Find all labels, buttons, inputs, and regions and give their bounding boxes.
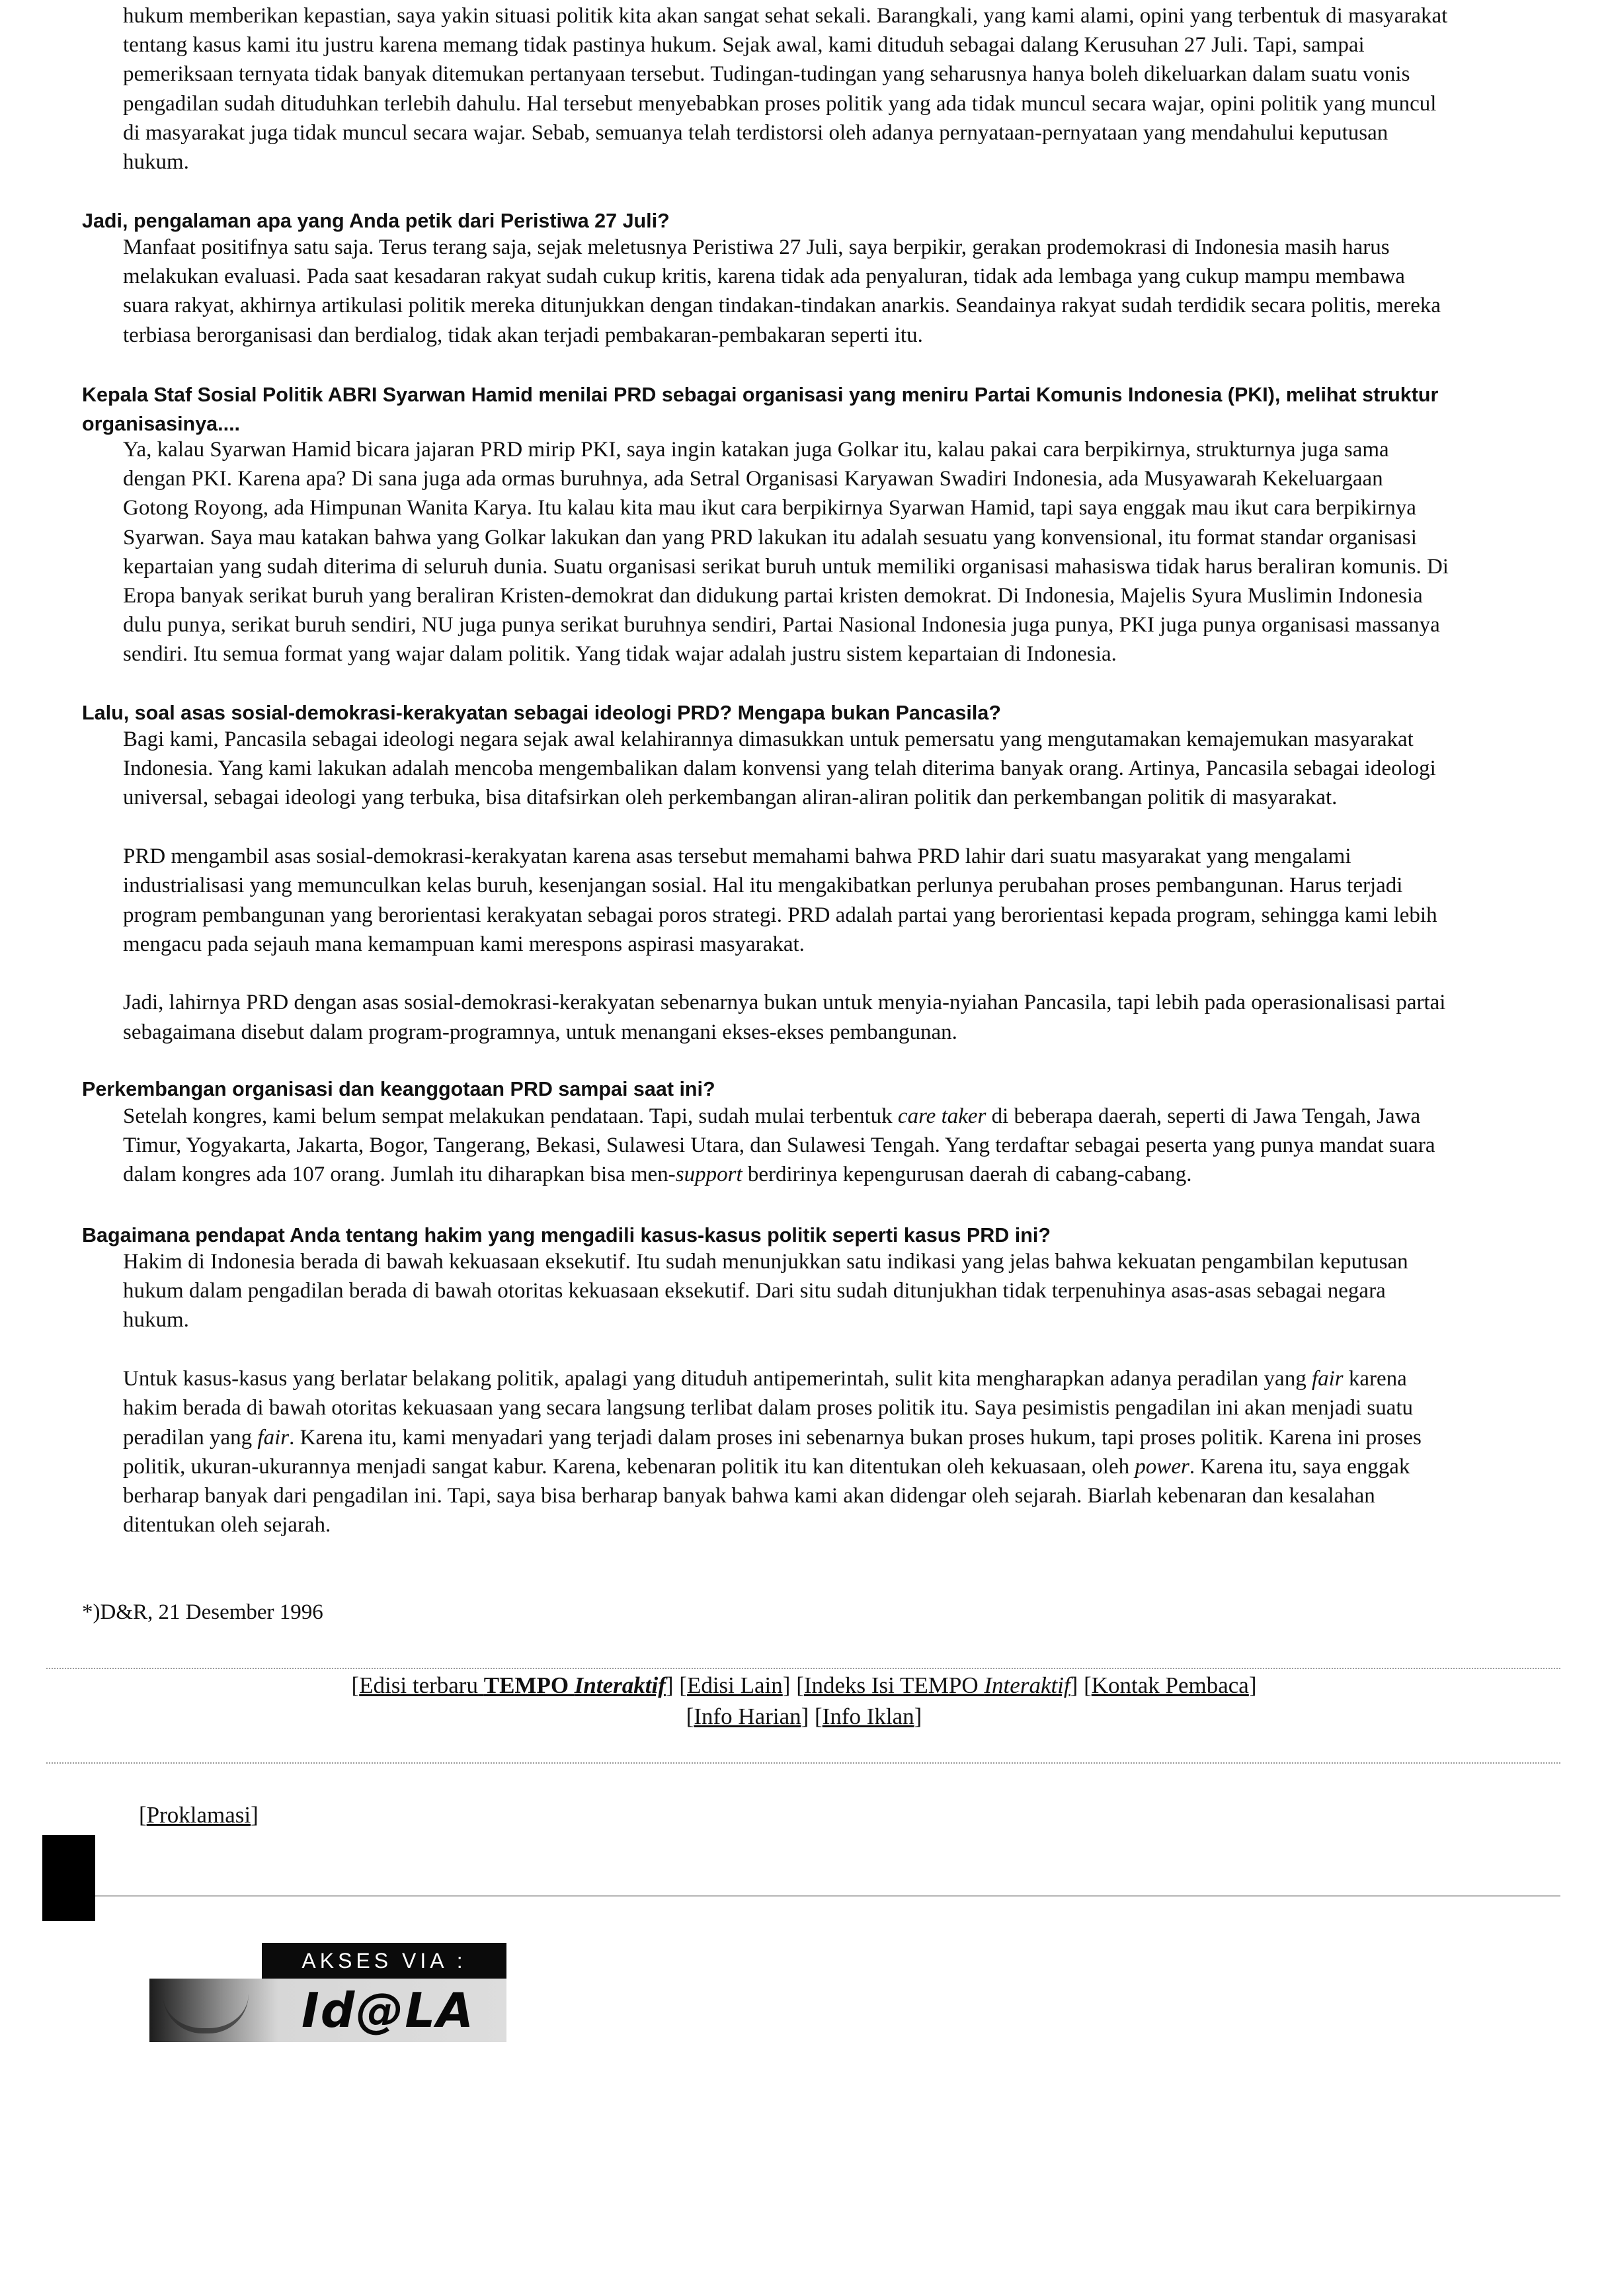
interview-answer-paragraph: Manfaat positifnya satu saja. Terus terang saja, sejak meletusnya Peristiwa 27 Juli, saya berpikir, gerakan prodemokrasi di Indonesia masih harus melakukan evaluasi. Pada saat kesadaran rakyat sudah cukup kritis, karena tidak ada penyaluran, tidak ada lembaga yang cukup mampu membawa suara rakyat, akhirnya artikulasi politik mereka ditunjukkan dengan tindakan-tindakan anarkis. Seandainya rakyat sudah terdidik secara politis, mereka terbiasa berorganisasi dan berdialog, tidak akan terjadi pembakaran-pembakaran seperti itu.: [123, 235, 1441, 347]
footer-nav-row-2: [0, 1702, 1608, 1732]
footer-nav-link[interactable]: [Kontak Pembaca]: [1084, 1672, 1257, 1698]
proklamasi-link[interactable]: [Proklamasi]: [139, 1802, 259, 1828]
interview-question: Lalu, soal asas sosial-demokrasi-kerakyatan sebagai ideologi PRD? Mengapa bukan Pancasila?: [82, 702, 1001, 724]
interview-answer-paragraph: PRD mengambil asas sosial-demokrasi-kerakyatan karena asas tersebut memahami bahwa PRD lahir dari suatu masyarakat yang mengalami industrialisasi yang memunculkan kelas buruh, kesenjangan sosial. Hal itu mengakibatkan perlunya perubahan proses pembangunan. Harus terjadi program pembangunan yang berorientasi kerakyatan sebagai poros strategi. PRD adalah partai yang berorientasi kepada program, sehingga kami lebih mengacu pada sejauh mana kemampuan kami merespons aspirasi masyarakat.: [123, 844, 1437, 956]
interview-answer-paragraph: Ya, kalau Syarwan Hamid bicara jajaran PRD mirip PKI, saya ingin katakan juga Golkar itu, kalau pakai cara berpikirnya, strukturnya juga sama dengan PKI. Karena apa? Di sana juga ada ormas buruhnya, ada Setral Organisasi Karyawan Swadiri Indonesia, ada Musyawarah Kekeluargaan Gotong Royong, ada Himpunan Wanita Karya. Itu kalau kita mau ikut cara berpikirnya Syarwan Hamid, tapi saya enggak mau ikut cara berpikirnya Syarwan. Saya mau katakan bahwa yang Golkar lakukan dan yang PRD lakukan itu adalah sesuatu yang konvensional, itu format standar organisasi kepartaian yang sudah diterima di seluruh dunia. Suatu organisasi serikat buruh untuk memiliki organisasi mahasiswa tidak harus beraliran komunis. Di Eropa banyak serikat buruh yang beraliran Kristen-demokrat dan didukung partai kristen demokrat. Di Indonesia, Majelis Syura Muslimin Indonesia dulu punya, serikat buruh sendiri, NU juga punya serikat buruhnya sendiri, Partai Nasional Indonesia juga punya, PKI juga punya organisasi massanya sendiri. Itu semua format yang wajar dalam politik. Yang tidak wajar adalah justru sistem kepartaian di Indonesia.: [123, 438, 1449, 667]
footer-nav-row-1: [0, 1670, 1608, 1701]
divider-rule: [46, 1762, 1560, 1764]
footer-nav-link[interactable]: [Info Harian]: [686, 1703, 809, 1729]
interview-answer-paragraph: Setelah kongres, kami belum sempat melakukan pendataan. Tapi, sudah mulai terbentuk care taker di beberapa daerah, seperti di Jawa Tengah, Jawa Timur, Yogyakarta, Jakarta, Bogor, Tangerang, Bekasi, Sulawesi Utara, dan Sulawesi Tengah. Yang terdaftar sebagai peserta yang punya mandat suara dalam kongres ada 107 orang. Jumlah itu diharapkan bisa men-support berdirinya kepengurusan daerah di cabang-cabang.: [123, 1104, 1435, 1187]
footer-nav-link[interactable]: [Edisi Lain]: [679, 1672, 791, 1698]
proklamasi-label: Proklamasi: [146, 1802, 251, 1828]
interview-answer-paragraph: Hakim di Indonesia berada di bawah kekuasaan eksekutif. Itu sudah menunjukkan satu indikasi yang jelas bahwa kekuatan pengambilan keputusan hukum dalam pengadilan berada di bawah otoritas kekuasaan eksekutif. Dari situ sudah ditunjukhan tidak terpenuhinya asas-asas sebagai negara hukum.: [123, 1250, 1408, 1332]
black-bar-marker: [42, 1835, 95, 1921]
footer-nav-link[interactable]: [Edisi terbaru TEMPO Interaktif]: [351, 1672, 674, 1698]
badge-logo-strip: [149, 1979, 506, 2042]
badge-top-label: AKSES VIA :: [262, 1943, 506, 1979]
interview-question: Perkembangan organisasi dan keanggotaan PRD sampai saat ini?: [82, 1078, 715, 1100]
interview-question: Kepala Staf Sosial Politik ABRI Syarwan Hamid menilai PRD sebagai organisasi yang meniru Partai Komunis Indonesia (PKI), melihat struktur organisasinya....: [82, 384, 1439, 435]
divider-rule: [46, 1668, 1560, 1669]
interview-answer-paragraph: hukum memberikan kepastian, saya yakin situasi politik kita akan sangat sehat sekali. Barangkali, yang kami alami, opini yang terbentuk di masyarakat tentang kasus kami itu justru karena memang tidak pastinya hukum. Sejak awal, kami dituduh sebagai dalang Kerusuhan 27 Juli. Tapi, sampai pemeriksaan ternyata tidak banyak ditemukan pertanyaan tersebut. Tudingan-tudingan yang seharusnya hanya boleh dikeluarkan dalam suatu vonis pengadilan sudah dituduhkan terlebih dahulu. Hal tersebut menyebabkan proses politik yang ada tidak muncul secara wajar, opini politik yang muncul di masyarakat juga tidak muncul secara wajar. Sebab, semuanya telah terdistorsi oleh adanya pernyataan-pernyataan yang mendahului keputusan hukum.: [123, 4, 1448, 175]
footer-nav-link[interactable]: [Info Iklan]: [815, 1703, 922, 1729]
interview-question: Bagaimana pendapat Anda tentang hakim yang mengadili kasus-kasus politik seperti kasus PRD ini?: [82, 1224, 1051, 1247]
swoosh-icon: [163, 1992, 249, 2033]
idola-logo: Id@LA: [302, 1983, 475, 2038]
interview-answer-paragraph: Jadi, lahirnya PRD dengan asas sosial-demokrasi-kerakyatan sebenarnya bukan untuk menyia-nyiahan Pancasila, tapi lebih pada operasionalisasi partai sebagaimana disebut dalam program-programnya, untuk menangani ekses-ekses pembangunan.: [123, 991, 1446, 1044]
interview-answer-paragraph: Untuk kasus-kasus yang berlatar belakang politik, apalagi yang dituduh antipemerintah, sulit kita mengharapkan adanya peradilan yang fair karena hakim berada di bawah otoritas kekuasaan yang secara langsung terlibat dalam proses politik itu. Saya pesimistis pengadilan ini akan menjadi suatu peradilan yang fair. Karena itu, kami menyadari yang terjadi dalam proses ini sebenarnya bukan proses hukum, tapi proses politik. Karena ini proses politik, ukuran-ukurannya menjadi sangat kabur. Karena, kebenaran politik itu kan ditentukan oleh kekuasaan, oleh power. Karena itu, saya enggak berharap banyak dari pengadilan ini. Tapi, saya bisa berharap banyak bahwa kami akan didengar oleh sejarah. Biarlah kebenaran dan kesalahan ditentukan oleh sejarah.: [123, 1367, 1422, 1538]
source-footnote: *)D&R, 21 Desember 1996: [82, 1600, 323, 1624]
divider-rule: [95, 1895, 1560, 1897]
interview-answer-paragraph: Bagi kami, Pancasila sebagai ideologi negara sejak awal kelahirannya dimasukkan untuk pemersatu yang mengutamakan kemajemukan masyarakat Indonesia. Yang kami lakukan adalah mencoba mengembalikan dalam konvensi yang telah diterima banyak orang. Artinya, Pancasila sebagai ideologi universal, sebagai ideologi yang terbuka, bisa ditafsirkan oleh perkembangan aliran-aliran politik dan perkembangan politik di masyarakat.: [123, 727, 1436, 810]
akses-via-idola-badge[interactable]: [149, 1943, 506, 2042]
footer-nav-link[interactable]: [Indeks Isi TEMPO Interaktif]: [796, 1672, 1078, 1698]
interview-question: Jadi, pengalaman apa yang Anda petik dari Peristiwa 27 Juli?: [82, 210, 670, 232]
